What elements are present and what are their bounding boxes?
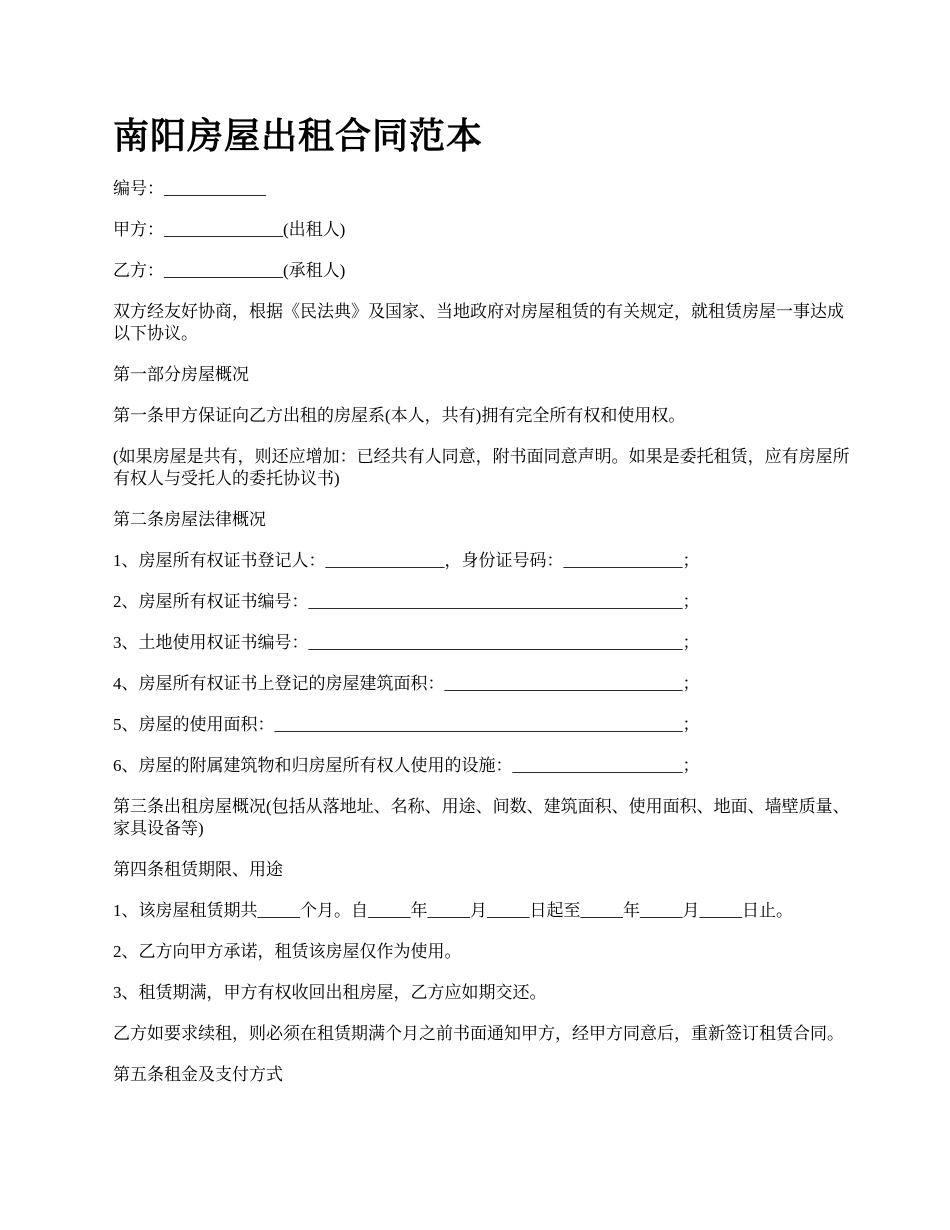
article-three: 第三条出租房屋概况(包括从落地址、名称、用途、间数、建筑面积、使用面积、地面、墙壁质量、家具设备等) bbox=[113, 797, 850, 838]
article-four-heading: 第四条租赁期限、用途 bbox=[113, 860, 283, 879]
article-two-heading: 第二条房屋法律概况 bbox=[113, 510, 266, 529]
article-two-item-4: 4、房屋所有权证书上登记的房屋建筑面积：____________________________； bbox=[113, 674, 700, 693]
party-a-line: 甲方：______________(出租人) bbox=[113, 220, 346, 239]
article-two-item-6: 6、房屋的附属建筑物和归房屋所有权人使用的设施：____________________； bbox=[113, 756, 700, 775]
renewal-paragraph: 乙方如要求续租，则必须在租赁期满个月之前书面通知甲方，经甲方同意后，重新签订租赁合同。 bbox=[113, 1024, 844, 1043]
article-four-item-1: 1、该房屋租赁期共_____个月。自_____年_____月_____日起至_____年_____月_____日止。 bbox=[113, 901, 793, 920]
document-page bbox=[113, 112, 858, 1105]
article-four-item-2: 2、乙方向甲方承诺，租赁该房屋仅作为使用。 bbox=[113, 942, 462, 961]
article-four-item-3: 3、租赁期满，甲方有权收回出租房屋，乙方应如期交还。 bbox=[113, 983, 547, 1002]
article-one: 第一条甲方保证向乙方出租的房屋系(本人，共有)拥有完全所有权和使用权。 bbox=[113, 406, 686, 425]
article-two-item-5: 5、房屋的使用面积：________________________________________________； bbox=[113, 715, 700, 734]
article-two-item-2: 2、房屋所有权证书编号：____________________________________________； bbox=[113, 592, 700, 611]
section-heading-part-one: 第一部分房屋概况 bbox=[113, 365, 249, 384]
party-b-line: 乙方：______________(承租人) bbox=[113, 261, 346, 280]
article-one-note: (如果房屋是共有，则还应增加：已经共有人同意，附书面同意声明。如果是委托租赁，应有房屋所有权人与受托人的委托协议书) bbox=[113, 447, 850, 488]
article-two-item-3: 3、土地使用权证书编号：____________________________________________； bbox=[113, 633, 700, 652]
article-two-item-1: 1、房屋所有权证书登记人：______________，身份证号码：______________； bbox=[113, 551, 700, 570]
preamble-paragraph: 双方经友好协商，根据《民法典》及国家、当地政府对房屋租赁的有关规定，就租赁房屋一事达成以下协议。 bbox=[113, 302, 844, 343]
document-title: 南阳房屋出租合同范本 bbox=[113, 116, 484, 156]
article-five-heading: 第五条租金及支付方式 bbox=[113, 1065, 283, 1084]
contract-number-line: 编号：____________ bbox=[113, 179, 266, 198]
